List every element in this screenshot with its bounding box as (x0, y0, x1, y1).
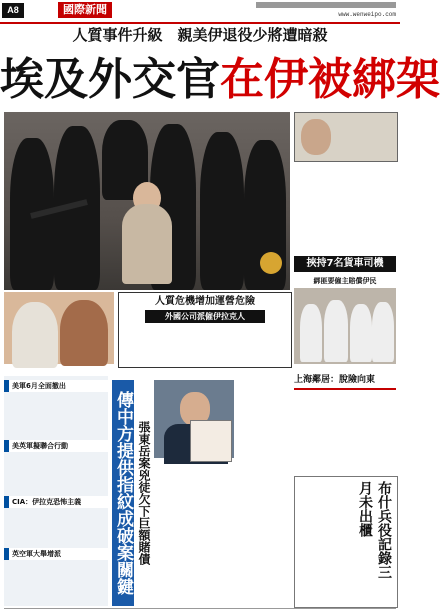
news-sidebar (4, 376, 108, 606)
person-figure (60, 300, 108, 366)
masthead (0, 0, 400, 24)
drivers-headline-bar: 挾持7名貨車司機 (294, 256, 396, 272)
newspaper-logo: A8 (2, 3, 24, 18)
subheadline: 人質事件升級 親美伊退役少將遭暗殺 (72, 26, 328, 44)
sidebar-item-title[interactable]: 美英軍擬聯合行動 (4, 440, 108, 452)
main-headline (0, 50, 440, 110)
al-jazeera-logo-icon (260, 252, 282, 274)
person-figure (324, 300, 348, 362)
kidnap-headline: 綁匪要僱主賠償伊民 (313, 277, 377, 285)
bush-headline: 布什兵役記錄三月未出櫃 (357, 481, 392, 579)
risk-article-box (118, 292, 292, 368)
hostage-photo (4, 112, 290, 290)
suspect-sketch (190, 420, 232, 462)
handshake-photo (4, 292, 114, 364)
kidnappers-photo (294, 288, 396, 364)
inset-portrait (301, 119, 331, 155)
person-figure (372, 302, 394, 362)
person-figure (300, 304, 322, 362)
right-lower-section (294, 372, 396, 606)
footer-divider (4, 608, 396, 609)
case-article-column (236, 380, 288, 606)
hostage-figure (122, 204, 172, 284)
main-headline-red: 在伊被綁架 (220, 54, 440, 105)
person-figure (350, 304, 372, 362)
sidebar-item-title[interactable]: 美軍6月全面撤出 (4, 380, 108, 392)
sidebar-item-title[interactable]: CIA：伊拉克恐怖主義 (4, 496, 108, 508)
section-tab: 國際新聞 (58, 2, 112, 18)
risk-subheadline: 外國公司派僱伊拉克人 (145, 310, 265, 323)
bush-article-box (294, 476, 398, 608)
inset-portrait-box (294, 112, 398, 162)
vertical-headline: 傳中方提供指紋成破案關鍵 (112, 380, 134, 606)
site-url[interactable]: www.wenweipo.com (338, 11, 396, 18)
person-figure (12, 302, 58, 368)
main-headline-black: 埃及外交官 (0, 54, 220, 105)
top-info-strip (256, 2, 396, 8)
right-article (294, 162, 396, 254)
vertical-subheadline: 張東岳案兇徒欠下巨額賭債 (137, 421, 151, 565)
sidebar-item-title[interactable]: 英空軍大舉增派 (4, 548, 108, 560)
risk-headline: 人質危機增加運營危險 (155, 296, 255, 307)
shanghai-headline: 上海鄰居：脫險向東 (294, 372, 396, 390)
militant-figure (200, 132, 244, 290)
